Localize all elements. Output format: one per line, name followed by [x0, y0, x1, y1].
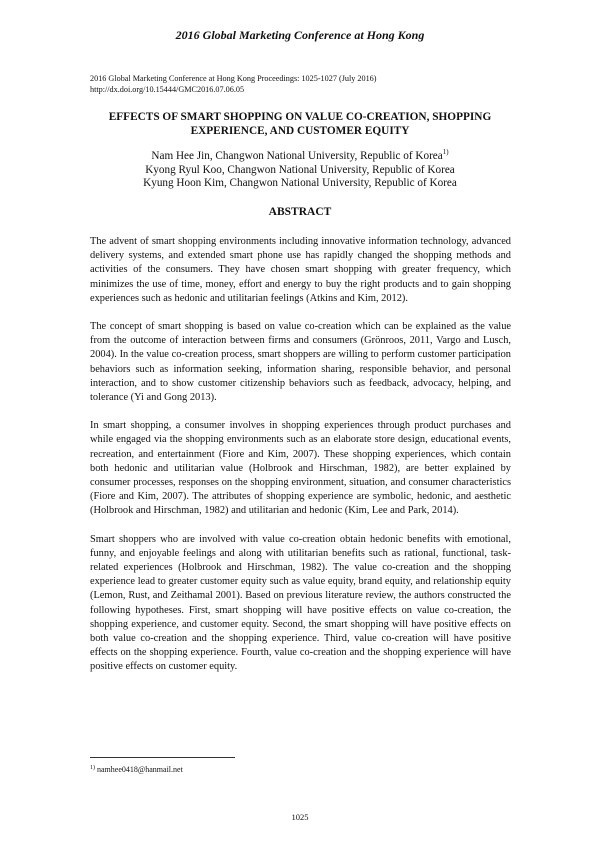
- author-line: [60, 164, 540, 178]
- author-text: Nam Hee Jin, Changwon National University, Republic of Korea: [151, 150, 443, 162]
- abstract-paragraph: The advent of smart shopping environments including innovative information technology, advanced delivery systems, and extended smart phone use has rapidly changed the shopping methods and activities of the consumers. They have chosen smart shopping with greater frequency, which minimizes the use of time, money, effort and energy to buy the right products and to gain shopping experiences such as hedonic and utilitarian feelings (Atkins and Kim, 2012).: [90, 236, 511, 304]
- abstract-paragraph: In smart shopping, a consumer involves in shopping experiences through product purchases and while engaged via the shopping environments such as an elaborate store design, educational events, recreation, and entertainment (Fiore and Kim, 2007). These shopping experiences, which contain both hedonic and utilitarian value (Holbrook and Hirschman, 1982), are better explained by consumer processes, responses on the shopping environment, situation, and consumer characteristics (Fiore and Kim, 2007). The attributes of shopping experience are symbolic, hedonic, and aesthetic (Holbrook and Hirschman, 1982) and utilitarian and hedonic (Kim, Lee and Park, 2014).: [90, 420, 511, 517]
- footnote-marker: 1): [442, 148, 449, 156]
- abstract-paragraph: Smart shoppers who are involved with value co-creation obtain hedonic benefits with emotional, funny, and enjoyable feelings and along with utilitarian benefits such as rational, functional, task-related experiences (Holbrook and Hirschman, 1982). The value co-creation and the shopping experience lead to greater customer equity such as value equity, brand equity, and relationship equity (Lemon, Rust, and Zeithamal 2001). Based on previous literature review, the authors constructed the following hypotheses. First, smart shopping will have positive effects on value co-creation, the shopping experience, and customer equity. Second, the smart shopping will have positive effects on both value co-creation and the shopping experience. Third, value co-creation will have positive effects on the shopping experience. Fourth, value co-creation and the shopping experience will have positive effects on customer equity.: [90, 533, 511, 673]
- author-text: Kyong Ryul Koo, Changwon National University, Republic of Korea: [145, 163, 455, 176]
- author-line: [60, 150, 540, 164]
- doi-link[interactable]: http://dx.doi.org/10.15444/GMC2016.07.06.05: [90, 85, 245, 94]
- proceedings-citation: 2016 Global Marketing Conference at Hong Kong Proceedings: 1025-1027 (July 2016): [90, 74, 377, 83]
- abstract-heading: ABSTRACT: [268, 206, 332, 218]
- author-text: Kyung Hoon Kim, Changwon National University, Republic of Korea: [143, 177, 457, 189]
- page-number: 1025: [291, 812, 309, 822]
- footnote-email[interactable]: namhee0418@hanmail.net: [97, 765, 183, 774]
- proceedings-info: [90, 73, 510, 95]
- running-header: 2016 Global Marketing Conference at Hong Kong: [175, 28, 425, 42]
- footnote-divider: [90, 757, 235, 758]
- abstract-paragraph: The concept of smart shopping is based on value co-creation which can be explained as the value from the outcome of interaction between firms and consumers (Grönroos, 2011, Vargo and Lusch, 2004). In the value co-creation process, smart shoppers are willing to perform customer participation behaviors such as information seeking, information sharing, responsible behavior, and personal interaction, and to show customer citizenship behaviors such as feedback, advocacy, helping, and tolerance (Yi and Gong 2013).: [90, 321, 511, 404]
- footnote: [90, 765, 390, 774]
- author-list: [60, 150, 540, 191]
- abstract-body: [90, 235, 511, 689]
- footnote-marker: 1): [90, 765, 95, 771]
- author-line: [60, 177, 540, 191]
- paper-title: EFFECTS OF SMART SHOPPING ON VALUE CO-CREATION, SHOPPING EXPERIENCE, AND CUSTOMER EQUITY: [108, 111, 492, 137]
